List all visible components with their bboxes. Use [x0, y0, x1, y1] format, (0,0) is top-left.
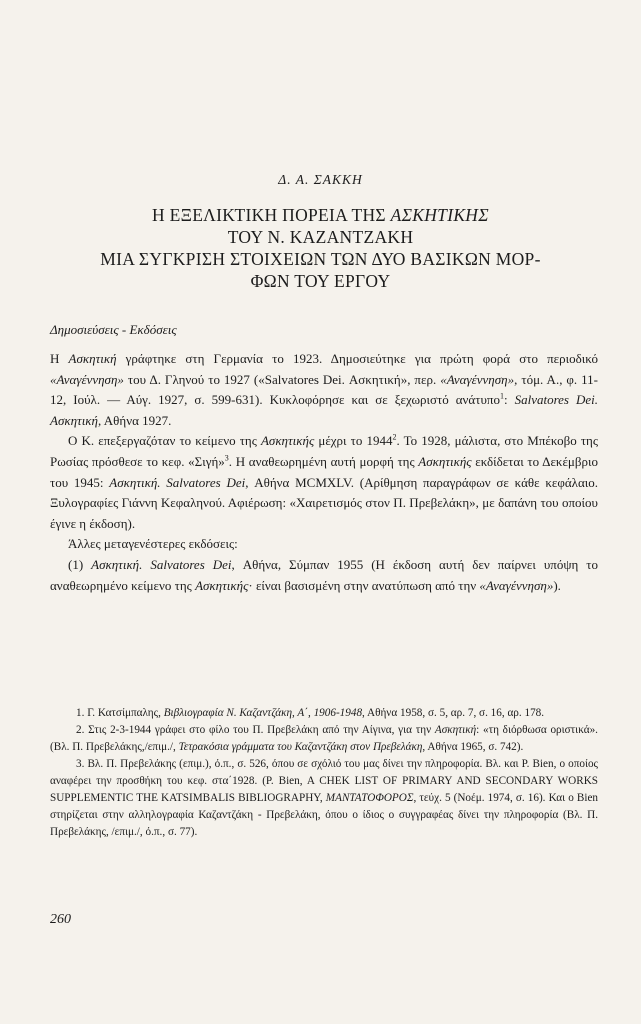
text-run: Άλλες μεταγενέστερες εκδόσεις:	[68, 536, 238, 552]
italic-text-run: «Αναγέννηση»	[440, 371, 515, 387]
paragraph-revisions	[50, 431, 598, 534]
text-run: του Δ. Γληνού το 1927 («Salvatores Dei. Ασκητική», περ.	[123, 371, 441, 387]
italic-text-run: Ασκητική. Salvatores Dei	[91, 556, 232, 572]
text-run: 1. Γ. Κατσίμπαλης,	[76, 707, 164, 719]
footnote-3	[50, 756, 598, 841]
italic-text-run: Ασκητική	[68, 351, 117, 366]
footnote-ref: 3	[224, 453, 229, 463]
italic-text-run: Ασκητικής	[260, 433, 315, 449]
text-run: μέχρι το 1944	[314, 433, 393, 449]
text-run: 3. Βλ. Π. Πρεβελάκης (επιμ.), ό.π., σ. 526, όπου σε σχόλιό του μας δίνει την πληροφορία. Βλ. και P. Bien, ο οποίος αναφέρει την προσθήκη του κεφ. στα΄1928. (P. Bien, A CHEK LIST OF PRIMARY AND SECONDARY WORKS SUPPLEMENTIC THE KATSIMBALIS BIBLIOGRAPHY,	[50, 758, 598, 804]
text-run: Η	[50, 351, 69, 366]
title-line-1-italic: ΑΣΚΗΤΙΚΗΣ	[390, 205, 489, 225]
text-run: :	[503, 392, 515, 408]
text-run: (1)	[68, 556, 92, 572]
footnote-ref: 1	[499, 391, 504, 401]
italic-text-run: Ασκητικής	[418, 453, 472, 469]
footnotes	[50, 705, 598, 841]
text-run: : «τη διόρθωσα οριστικά». (Βλ. Π. Πρεβελάκης,/επιμ./,	[50, 724, 598, 753]
italic-text-run: ΜΑΝΤΑΤΟΦΟΡΟΣ	[325, 792, 414, 804]
italic-text-run: Ασκητική. Salvatores Dei	[109, 474, 246, 490]
title-line-1-plain: Η ΕΞΕΛΙΚΤΙΚΗ ΠΟΡΕΙΑ ΤΗΣ	[152, 205, 391, 225]
paragraph-publication-history	[50, 349, 598, 431]
title-line-4: ΦΩΝ ΤΟΥ ΕΡΓΟΥ	[250, 271, 391, 291]
text-run: εκδίδεται το Δεκέμβριο του 1945:	[50, 453, 598, 490]
text-run: , Αθήνα 1927.	[98, 412, 172, 428]
text-run: · είναι βασισμένη στην ανατύπωση από την	[248, 577, 480, 593]
footnote-ref: 2	[392, 433, 397, 443]
author-name: Δ. Α. ΣΑΚΚΗ	[278, 172, 363, 187]
italic-text-run: Βιβλιογραφία Ν. Καζαντζάκη, Α΄, 1906-1948	[163, 707, 363, 719]
text-run: Ο Κ. επεξεργαζόταν το κείμενο της	[68, 433, 261, 449]
footnote-2	[50, 722, 598, 756]
text-run: , Αθήνα, Σύμπαν 1955 (Η έκδοση αυτή δεν παίρνει υπόψη το αναθεωρημένο κείμενο της	[50, 556, 598, 593]
title-line-3: ΜΙΑ ΣΥΓΚΡΙΣΗ ΣΤΟΙΧΕΙΩΝ ΤΩΝ ΔΥΟ ΒΑΣΙΚΩΝ ΜΟΡ-	[100, 249, 541, 269]
italic-text-run: Ασκητική	[434, 724, 477, 736]
page-number: 260	[50, 912, 71, 927]
footnote-1	[50, 705, 598, 722]
text-run: , τεύχ. 5 (Νοέμ. 1974, σ. 16). Και ο Bien στηρίζεται στην αλληλογραφία Καζαντζάκη - Πρεβελάκη, όπου ο ίδιος ο συγγραφέας δίνει την πληροφορία (Βλ. Π. Πρεβελάκης, /επιμ./, ό.π., σ. 77).	[50, 792, 598, 838]
italic-text-run: Ασκητικής	[195, 577, 249, 593]
text-run: , Αθήνα MCMXLV. (Αρίθμηση παραγράφων σε κάθε κεφάλαιο. Ξυλογραφίες Γιάννη Κεφαληνού. Αφιέρωση: «Χαιρετισμός στον Π. Πρεβελάκη», με δαπάνη του οποίου έγινε η έκδοση).	[50, 474, 599, 531]
body-text	[50, 349, 598, 596]
text-run: , τόμ. Α., φ. 11-12, Ιούλ. — Αύγ. 1927, σ. 599-631). Κυκλοφόρησε και σε ξεχωριστό ανάτυπο	[50, 371, 599, 408]
title-line-2: ΤΟΥ Ν. ΚΑΖΑΝΤΖΑΚΗ	[227, 227, 414, 247]
text-run: . Η αναθεωρημένη αυτή μορφή της	[228, 453, 419, 469]
text-run: . Το 1928, μάλιστα, στο Μπέκοβο της Ρωσίας πρόσθεσε το κεφ. «Σιγή»	[50, 433, 598, 469]
section-heading: Δημοσιεύσεις - Εκδόσεις	[50, 322, 177, 337]
paragraph-later-editions-intro	[50, 534, 598, 555]
article-title	[60, 204, 581, 292]
text-run: 2. Στις 2-3-1944 γράφει στο φίλο του Π. Πρεβελάκη από την Αίγινα, για την	[76, 724, 435, 736]
italic-text-run: Τετρακόσια γράμματα του Καζαντζάκη στον Πρεβελάκη	[178, 741, 423, 753]
text-run: , Αθήνα 1965, σ. 742).	[422, 741, 524, 753]
text-run: ).	[553, 577, 561, 593]
paragraph-edition-1955	[50, 555, 598, 596]
italic-text-run: «Αναγέννηση»	[50, 371, 124, 387]
title-line-1	[60, 204, 581, 226]
text-run: , Αθήνα 1958, σ. 5, αρ. 7, σ. 16, αρ. 178.	[362, 707, 545, 719]
italic-text-run: Salvatores Dei. Ασκητική	[50, 392, 598, 428]
text-run: γράφτηκε στη Γερμανία το 1923. Δημοσιεύτηκε για πρώτη φορά στο περιοδικό	[116, 351, 599, 366]
italic-text-run: «Αναγέννηση»	[479, 577, 554, 593]
